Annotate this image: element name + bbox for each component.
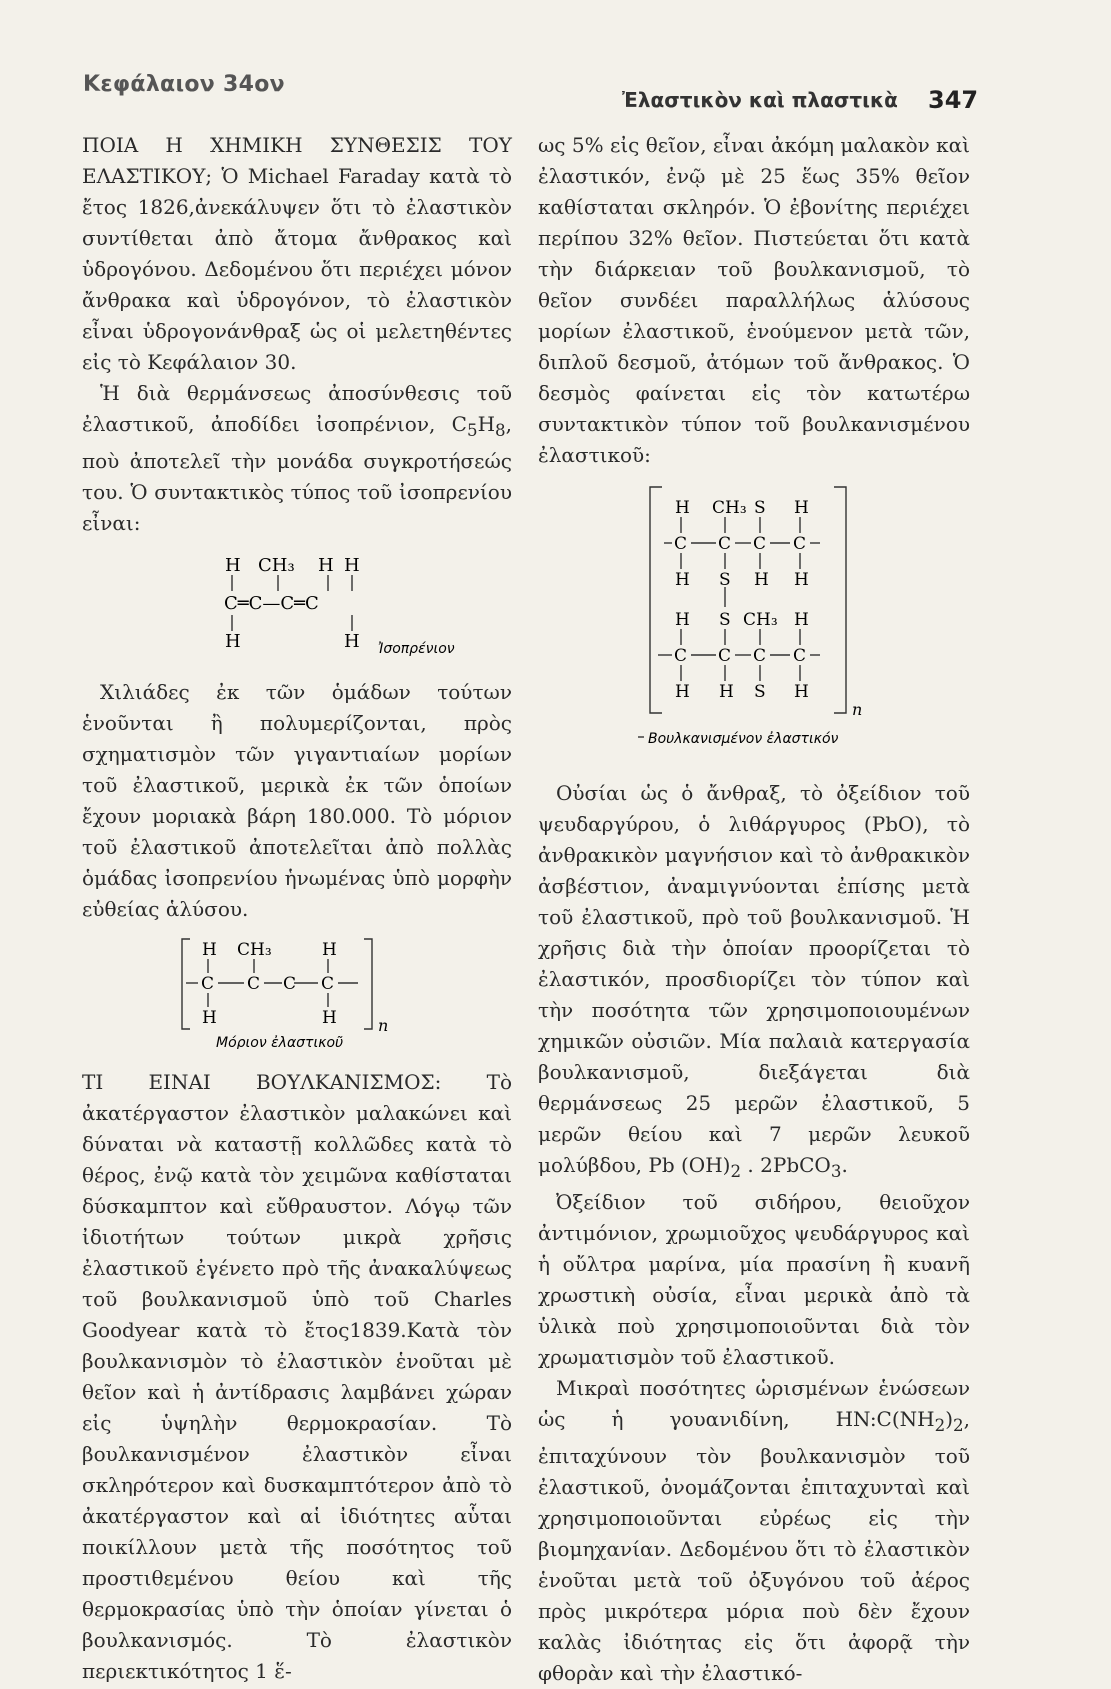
atom: H [318, 555, 334, 576]
paragraph-accelerators [538, 1373, 970, 1689]
atom: H [675, 682, 690, 702]
atom: H [675, 570, 690, 590]
atom: H [675, 610, 690, 630]
atom: H [225, 631, 241, 652]
subscript: 8 [495, 421, 506, 440]
carbon: C [718, 646, 732, 666]
running-header-chapter: Κεφάλαιον 34ον [83, 72, 285, 97]
subscript: 2 [953, 1416, 964, 1435]
subscript: 5 [466, 421, 478, 440]
running-header-title: Ἐλαστικὸν καὶ πλαστικὰ [622, 88, 898, 112]
subscript-n: n [378, 1016, 389, 1035]
carbon: C [718, 534, 732, 554]
atom: CH₃ [258, 555, 295, 576]
atom: CH₃ [237, 940, 272, 960]
atom: H [754, 570, 769, 590]
paragraph-sulfur-content: ως 5% εἰς θεῖον, εἶναι ἀκόμη μαλακὸν καὶ ἐλαστικόν, ἐνῷ μὲ 25 ἕως 35% θεῖον καθίσταται σκληρόν. Ὁ ἐβονίτης περιέχει περίπου 32% θεῖον. Πιστεύεται ὅτι κατὰ τὴν διάρκειαν τοῦ βουλκανισμοῦ, τὸ θεῖον συνδέει παραλλήλως ἁλύσους μορίων ἐλαστικοῦ, ἑνούμενον μετὰ τῶν, διπλοῦ δεσμοῦ, ἀτόμων τοῦ ἄνθρακος. Ὁ δεσμὸς φαίνεται εἰς τὸν κατωτέρω συντακτικὸν τύπον τοῦ βουλκανισμένου ἐλαστικοῦ: [538, 133, 970, 467]
atom: H [794, 570, 809, 590]
left-column [82, 130, 512, 1687]
atom: H [344, 631, 360, 652]
atom: H [794, 610, 809, 630]
subscript: 2 [934, 1416, 946, 1435]
paragraph-composition-heading: ΠΟΙΑ Η ΧΗΜΙΚΗ ΣΥΝΘΕΣΙΣ ΤΟΥ ΕΛΑΣΤΙΚΟΥ; Ὁ Michael Faraday κατὰ τὸ ἔτος 1826,ἀνεκάλυψεν ὅτι τὸ ἐλαστικὸν συντίθεται ἀπὸ ἄτομα ἄνθρακος καὶ ὑδρογόνου. Δεδομένου ὅτι περιέχει μόνον ἄνθρακα καὶ ὑδρογόνον, τὸ ἐλαστικὸν εἶναι ὑδρογονάνθραξ ὡς οἱ μελετηθέντες εἰς τὸ Κεφάλαιον 30. [82, 133, 512, 374]
atom: S [754, 682, 766, 702]
vulcanized-rubber-formula [538, 481, 970, 766]
atom: H [322, 1008, 337, 1028]
carbon: C [247, 974, 261, 994]
text: ) [945, 1407, 954, 1431]
carbon: C [753, 534, 767, 554]
carbon: C [201, 974, 215, 994]
text: , ποὺ ἀποτελεῖ τὴν μονάδα συγκροτήσεώς του. Ὁ συντακτικὸς τύπος τοῦ ἰσοπρενίου εἶναι: [82, 412, 512, 535]
text: . [841, 1153, 848, 1177]
carbon: C [793, 646, 807, 666]
atom: H [202, 940, 217, 960]
subscript: 3 [830, 1162, 842, 1181]
text: , ἐπιταχύνουν τὸν βουλκανισμὸν τοῦ ἐλαστικοῦ, ὀνομάζονται ἐπιταχυνταὶ καὶ χρησιμοποιοῦνται εὐρέως εἰς τὴν βιομηχανίαν. Δεδομένου ὅτι τὸ ἐλαστικὸν ἑνοῦται μετὰ τοῦ ὀξυγόνου τοῦ ἀέρος πρὸς μικρότερα μόρια ποὺ δὲν ἔχουν καλὰς ἰδιότητας εἰς ὅτι ἀφορᾷ τὴν φθορὰν καὶ τὴν ἐλαστικό- [538, 1407, 970, 1685]
vulcanized-caption: Βουλκανισμένον ἐλαστικόν [648, 731, 839, 747]
paragraph-isoprene [82, 378, 512, 539]
paragraph-vulcanization-heading: ΤΙ ΕΙΝΑΙ ΒΟΥΛΚΑΝΙΣΜΟΣ: Τὸ ἀκατέργαστον ἐλαστικὸν μαλακώνει καὶ δύναται νὰ καταστῇ κολλῶδες κατὰ τὸ θέρος, ἐνῷ κατὰ τὸν χειμῶνα καθίσταται δύσκαμπτον καὶ εὔθραυστον. Λόγῳ τῶν ἰδιοτήτων τούτων μικρὰ χρῆσις ἐλαστικοῦ ἐγένετο πρὸ τῆς ἀνακαλύψεως τοῦ βουλκανισμοῦ ὑπὸ τοῦ Charles Goodyear κατὰ τὸ ἔτος1839.Κατὰ τὸν βουλκανισμὸν τὸ ἐλαστικὸν ἑνοῦται μὲ θεῖον καὶ ἡ ἀντίδρασις λαμβάνει χώραν εἰς ὑψηλὴν θερμοκρασίαν. Τὸ βουλκανισμένον ἐλαστικὸν εἶναι σκληρότερον καὶ δυσκαμπτότερον ἀπὸ τὸ ἀκατέργαστον καὶ αἱ ἰδιότητες αὗται ποικίλλουν μετὰ τῆς ποσότητος τοῦ προστιθεμένου θείου καὶ τῆς θερμοκρασίας ὑπὸ τὴν ὁποίαν γίνεται ὁ βουλκανισμός. Τὸ ἐλαστικὸν περιεκτικότητος 1 ἕ- [82, 1070, 512, 1683]
atom: H [675, 498, 690, 518]
atom: CH₃ [743, 610, 778, 630]
paragraph-additives [538, 778, 970, 1187]
atom: CH₃ [712, 498, 747, 518]
atom: H [225, 555, 241, 576]
atom: H [794, 682, 809, 702]
carbon: C [321, 974, 335, 994]
carbon: C [674, 534, 688, 554]
carbon: C [283, 974, 297, 994]
paragraph-pigments: Ὀξείδιον τοῦ σιδήρου, θειοῦχον ἀντιμόνιον, χρωμιοῦχος ψευδάργυρος καὶ ἡ οὔλτρα μαρίνα, μία πρασίνη ἢ κυανῆ χρωστικὴ οὐσία, εἶναι μερικὰ ἀπὸ τὰ ὑλικὰ ποὺ χρησιμοποιοῦνται διὰ τὸν χρωματισμὸν τοῦ ἐλαστικοῦ. [538, 1190, 970, 1369]
carbon: C [793, 534, 807, 554]
text: . 2PbCO [741, 1153, 831, 1177]
atom: S [719, 570, 731, 590]
text: H [477, 412, 496, 436]
atom: S [719, 610, 731, 630]
page-number: 347 [928, 86, 979, 114]
carbon: C [753, 646, 767, 666]
rubber-molecule-formula [82, 933, 512, 1049]
rubber-molecule-caption: Μόριον ἐλαστικοῦ [216, 1035, 344, 1049]
atom: H [794, 498, 809, 518]
atom: H [322, 940, 337, 960]
subscript-n: n [852, 700, 863, 719]
isoprene-formula [82, 551, 512, 661]
text: Μικραὶ ποσότητες ὡρισμένων ἑνώσεων ὡς ἡ γουανιδίνη, HN:C(NH [538, 1376, 970, 1431]
atom: H [719, 682, 734, 702]
text: Οὐσίαι ὡς ὁ ἄνθραξ, τὸ ὀξείδιον τοῦ ψευδαργύρου, ὁ λιθάργυρος (PbO), τὸ ἀνθρακικὸν μαγνήσιον καὶ τὸ ἀνθρακικὸν ἀσβέστιον, ἀναμιγνύονται ἐπίσης μετὰ τοῦ ἐλαστικοῦ, πρὸ τοῦ βουλκανισμοῦ. Ἡ χρῆσις διὰ τὴν ὁποίαν προορίζεται τὸ ἐλαστικόν, προσδιορίζει τὸν τύπον καὶ τὴν ποσότητα τῶν χρησιμοποιουμένων χημικῶν οὐσιῶν. Μία παλαιὰ κατεργασία βουλκανισμοῦ, διεξάγεται διὰ θερμάνσεως 25 μερῶν ἐλαστικοῦ, 5 μερῶν θείου καὶ 7 μερῶν λευκοῦ μολύβδου, Pb (OH) [538, 781, 970, 1177]
isoprene-caption: Ἰσοπρένιον [378, 641, 455, 657]
atom: S [754, 498, 766, 518]
carbon-chain: C═C—C═C [224, 593, 319, 614]
atom: H [202, 1008, 217, 1028]
text: Ἡ διὰ θερμάνσεως ἀποσύνθεσις τοῦ ἐλαστικοῦ, ἀποδίδει ἰσοπρένιον, C [82, 381, 512, 436]
carbon: C [674, 646, 688, 666]
right-column [538, 130, 970, 1689]
paragraph-polymerization: Χιλιάδες ἐκ τῶν ὁμάδων τούτων ἑνοῦνται ἢ πολυμερίζονται, πρὸς σχηματισμὸν τῶν γιγαντιαίων μορίων τοῦ ἐλαστικοῦ, μερικὰ ἐκ τῶν ὁποίων ἔχουν μοριακὰ βάρη 180.000. Τὸ μόριον τοῦ ἐλαστικοῦ ἀποτελεῖται ἀπὸ πολλὰς ὁμάδας ἰσοπρενίου ἡνωμένας ὑπὸ μορφὴν εὐθείας ἁλύσου. [82, 680, 512, 921]
subscript: 2 [730, 1162, 742, 1181]
atom: H [344, 555, 360, 576]
